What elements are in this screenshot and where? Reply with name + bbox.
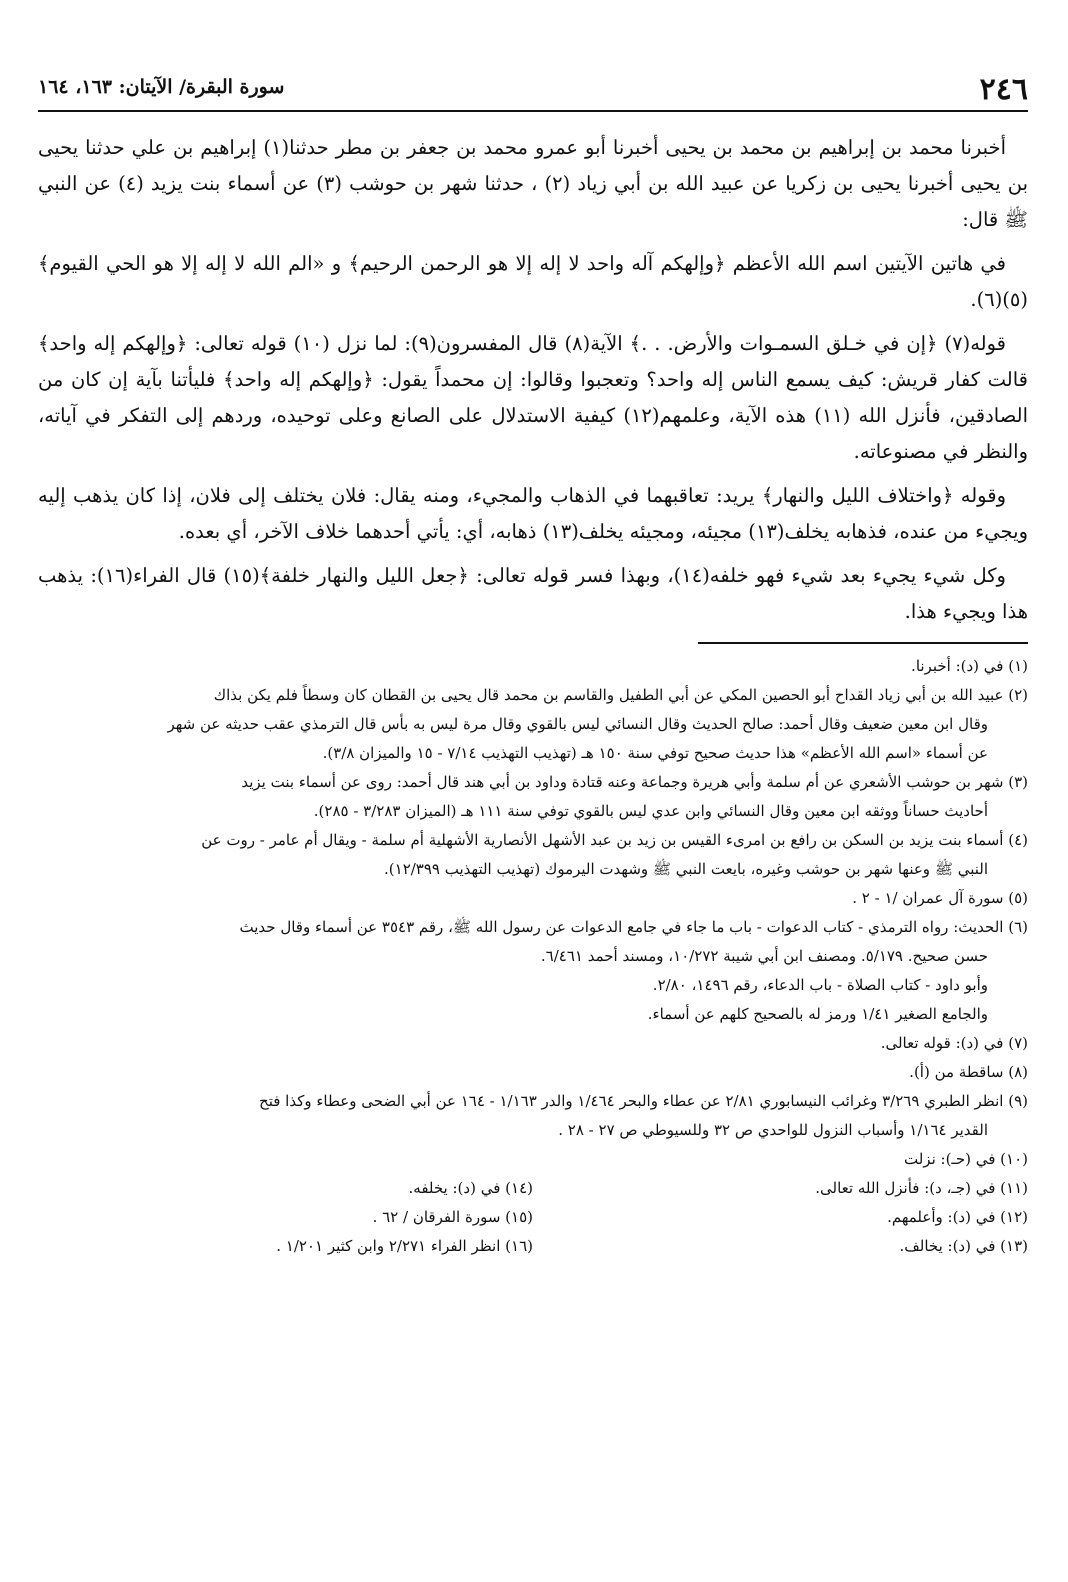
footnote-continuation: وقال ابن معين ضعيف وقال أحمد: صالح الحديث وقال النسائي ليس بالقوي وقال مرة ليس به بأس قال الترمذي عقب حديثه عن شهر — [167, 715, 988, 733]
paragraph-text: وقوله ﴿واختلاف الليل والنهار﴾ يريد: تعاقبهما في الذهاب والمجيء، ومنه يقال: فلان يختلف إلى فلان، إذا كان يذهب إليه ويجيء من عنده، فذهابه يخلف(١٣) مجيئه، ومجيئه يخلف(١٣) ذهابه، أي: يأتي أحدهما خلاف الآخر، أي بعده. — [38, 484, 1028, 543]
footnote-continuation: حسن صحيح. ٥/١٧٩. ومصنف ابن أبي شيبة ١٠/٢٧٢، ومسند أحمد ٦/٤٦١. — [540, 947, 988, 965]
running-title: سورة البقرة/ الآيتان: ١٦٣، ١٦٤ — [38, 76, 285, 98]
footnote: (٣) شهر بن حوشب الأشعري عن أم سلمة وأبي هريرة وجماعة وعنه قتادة وداود بن أبي هند قال أحمد: روى عن أسماء بنت يزيد — [241, 773, 1028, 791]
paragraph — [38, 326, 1028, 470]
footnote: (٨) ساقطة من (أ). — [909, 1063, 1028, 1081]
footnote-continuation: والجامع الصغير ١/٤١ ورمز له بالصحيح كلهم عن أسماء. — [647, 1005, 988, 1023]
footnote-continuation: القدير ١/١٦٤ وأسباب النزول للواحدي ص ٣٢ وللسيوطي ص ٢٧ - ٢٨ . — [558, 1121, 988, 1139]
footnote: (٩) انظر الطبري ٣/٢٦٩ وغرائب النيسابوري ٢/٨١ عن عطاء والبحر ١/٤٦٤ والدر ١/١٦٣ - ١٦٤ عن أبي الضحى وعطاء وكذا فتح — [259, 1092, 1028, 1110]
paragraph-text: قوله(٧) ﴿إن في خـلق السمـوات والأرض. . .﴾ الآية(٨) قال المفسرون(٩): لما نزل (١٠) قوله تعالى: ﴿وإلهكم إله واحد﴾ قالت كفار قريش: كيف يسمع الناس إله واحد؟ وتعجبوا وقالوا: إن محمداً يقول: ﴿وإلهكم إله واحد﴾ فليأتنا بآية إن كان من الصادقين، فأنزل الله (١١) هذه الآية، وعلمهم(١٢) كيفية الاستدلال على الصانع وعلى توحيده، وردهم إلى التفكر في آياته، والنظر في مصنوعاته. — [38, 332, 1028, 463]
footnote: (١٤) في (د): يخلفه. — [408, 1179, 533, 1197]
paragraph — [38, 478, 1028, 550]
paragraph-text: وكل شيء يجيء بعد شيء فهو خلفه(١٤)، وبهذا فسر قوله تعالى: ﴿جعل الليل والنهار خلفة﴾(١٥) قال الفراء(١٦): يذهب هذا ويجيء هذا. — [38, 564, 1028, 623]
footnote-continuation: النبي ﷺ وعنها شهر بن حوشب وغيره، بايعت النبي ﷺ وشهدت اليرموك (تهذيب التهذيب ١٢/٣٩٩). — [384, 860, 988, 878]
footnote: (١٦) انظر الفراء ٢/٢٧١ وابن كثير ١/٢٠١ . — [276, 1237, 533, 1255]
footnote-divider — [698, 642, 1028, 644]
paragraph — [38, 130, 1028, 238]
paragraph-text: في هاتين الآيتين اسم الله الأعظم ﴿وإلهكم آله واحد لا إله إلا هو الرحمن الرحيم﴾ و «الم الله لا إله إلا هو الحي القيوم﴾(٥)(٦). — [38, 252, 1028, 311]
footnote-continuation: وأبو داود - كتاب الصلاة - باب الدعاء، رقم ١٤٩٦، ٢/٨٠. — [652, 976, 988, 994]
footnote: (٥) سورة آل عمران /١ - ٢ . — [852, 889, 1028, 907]
footnote: (١٢) في (د): وأعلمهم. — [887, 1208, 1028, 1226]
paragraph — [38, 246, 1028, 318]
footnote: (٦) الحديث: رواه الترمذي - كتاب الدعوات - باب ما جاء في جامع الدعوات عن رسول الله ﷺ، رقم ٣٥٤٣ عن أسماء وقال حديث — [239, 918, 1028, 936]
footnote-column-right — [533, 1174, 1028, 1261]
footnotes — [38, 652, 1028, 1261]
main-text — [38, 130, 1028, 630]
footnote: (١٣) في (د): يخالف. — [899, 1237, 1028, 1255]
footnote: (١٠) في (حـ): نزلت — [904, 1150, 1028, 1168]
footnote: (٤) أسماء بنت يزيد بن السكن بن رافع بن امرىء القيس بن زيد بن عبد الأشهل الأنصارية الأشهلية أم سلمة - ويقال أم عامر - روت عن — [201, 831, 1028, 849]
footnote-columns — [38, 1174, 1028, 1261]
footnote-continuation: أحاديث حساناً ووثقه ابن معين وقال النسائي وابن عدي ليس بالقوي توفي سنة ١١١ هـ (الميزان ٣/٢٨٣ - ٢٨٥). — [313, 802, 988, 820]
page-number: ٢٤٦ — [979, 72, 1028, 107]
paragraph — [38, 558, 1028, 630]
footnote: (١١) في (جـ، د): فأنزل الله تعالى. — [815, 1179, 1028, 1197]
footnote: (٧) في (د): قوله تعالى. — [880, 1034, 1028, 1052]
footnote: (١) في (د): أخبرنا. — [911, 657, 1028, 675]
footnote: (١٥) سورة الفرقان / ٦٢ . — [372, 1208, 533, 1226]
footnote-column-left — [38, 1174, 533, 1261]
page — [38, 70, 1028, 1560]
footnote-continuation: عن أسماء «اسم الله الأعظم» هذا حديث صحيح توفي سنة ١٥٠ هـ (تهذيب التهذيب ٧/١٤ - ١٥ والميزان ٣/٨). — [322, 744, 988, 762]
footnote: (٢) عبيد الله بن أبي زياد القداح أبو الحصين المكي عن أبي الطفيل والقاسم بن محمد قال يحيى بن القطان كان وسطاً فلم يكن بذاك — [213, 686, 1028, 704]
page-header — [38, 70, 1028, 112]
paragraph-text: أخبرنا محمد بن إبراهيم بن محمد بن يحيى أخبرنا أبو عمرو محمد بن جعفر بن مطر حدثنا(١) إبراهيم بن علي حدثنا يحيى بن يحيى أخبرنا يحيى بن زكريا عن عبيد الله بن أبي زياد (٢) ، حدثنا شهر بن حوشب (٣) عن أسماء بنت يزيد (٤) عن النبي ﷺ قال: — [38, 136, 1029, 231]
